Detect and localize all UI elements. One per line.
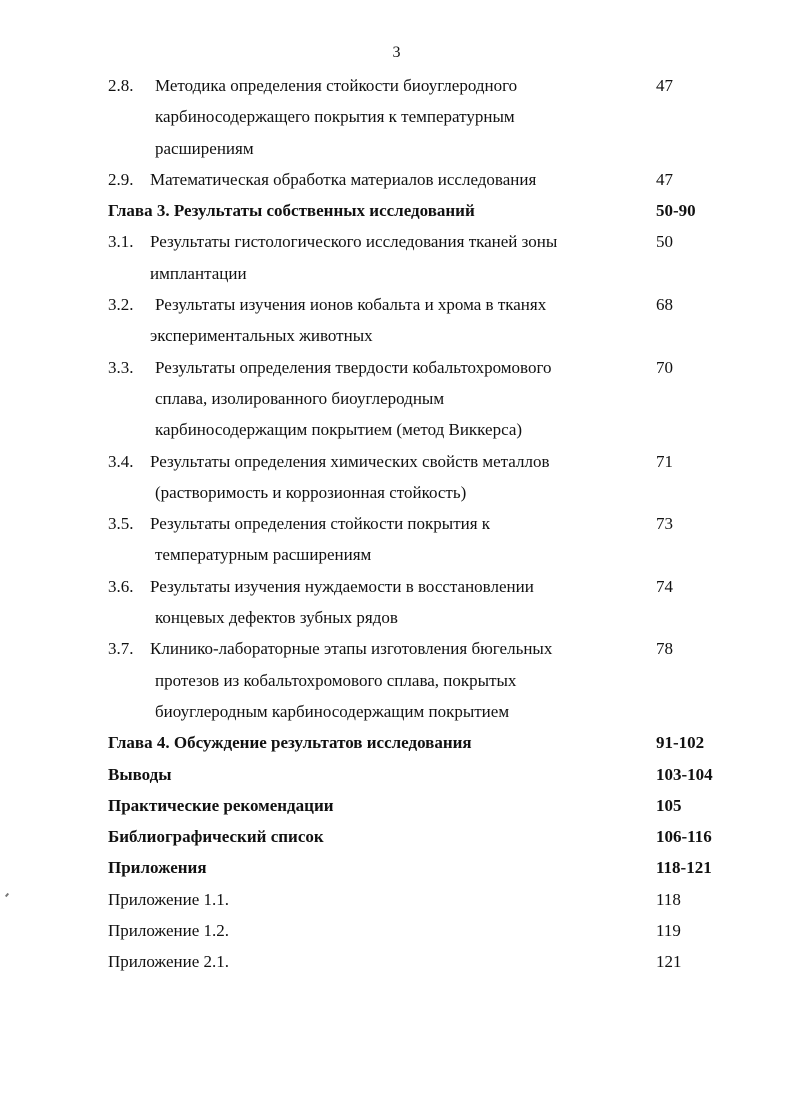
entry-line: Результаты изучения ионов кобальта и хрома в тканях: [155, 295, 547, 315]
entry-page: 47: [656, 169, 673, 189]
section-title: Выводы: [108, 764, 172, 784]
section-title: Библиографический список: [108, 827, 324, 847]
toc-appendices: [108, 852, 728, 883]
entry-line: имплантации: [150, 263, 247, 283]
chapter-title: Глава 4. Обсуждение результатов исследования: [108, 733, 472, 753]
entry-line: Методика определения стойкости биоуглеродного: [155, 76, 518, 95]
entry-line: сплава, изолированного биоуглеродным: [155, 388, 445, 408]
toc-entry-3-1: [108, 226, 728, 289]
section-title: Приложения: [108, 858, 207, 878]
entry-page: 47: [656, 76, 673, 95]
entry-page: 78: [656, 639, 673, 659]
entry-page: 103-104: [656, 764, 713, 784]
entry-line: карбиносодержащим покрытием (метод Виккерса): [155, 420, 523, 440]
toc-entry-3-2: [108, 289, 728, 352]
entry-line: Результаты определения стойкости покрытия к: [150, 514, 491, 534]
entry-number: 3.7.: [108, 639, 134, 659]
appendix-title: Приложение 1.1.: [108, 889, 229, 909]
toc-appendix-2-1: [108, 946, 728, 977]
entry-page: 74: [656, 576, 673, 596]
toc-entry-3-7: [108, 633, 728, 727]
entry-line: температурным расширениям: [155, 545, 372, 565]
entry-number: 3.5.: [108, 514, 134, 534]
entry-number: 2.9.: [108, 169, 134, 189]
entry-page: 50: [656, 232, 673, 252]
chapter-title: Глава 3. Результаты собственных исследований: [108, 201, 475, 221]
entry-page: 71: [656, 451, 673, 471]
entry-number: 3.4.: [108, 451, 134, 471]
entry-line: Результаты определения твердости кобальтохромового: [155, 357, 552, 377]
entry-line: расширениям: [155, 138, 254, 158]
entry-line: Результаты изучения нуждаемости в восстановлении: [150, 576, 534, 596]
toc-entry-3-3: [108, 352, 728, 446]
entry-line: Результаты определения химических свойств металлов: [150, 451, 550, 471]
entry-page: 121: [656, 952, 682, 972]
entry-page: 105: [656, 795, 682, 815]
toc-appendix-1-1: [108, 884, 728, 915]
entry-line: (растворимость и коррозионная стойкость): [155, 482, 467, 502]
entry-number: 3.3.: [108, 357, 134, 377]
toc-entry-3-4: [108, 446, 728, 509]
toc-chapter-3: [108, 195, 728, 226]
toc-entry-2-9: [108, 164, 728, 195]
entry-number: 2.8.: [108, 76, 134, 95]
toc-chapter-4: [108, 727, 728, 758]
section-title: Практические рекомендации: [108, 795, 334, 815]
entry-page: 118: [656, 889, 681, 909]
table-of-contents: [108, 70, 728, 978]
page-number: 3: [392, 44, 401, 61]
toc-entry-3-5: [108, 508, 728, 571]
entry-page: 91-102: [656, 733, 705, 753]
scan-artifact: [5, 893, 9, 897]
toc-entry-2-8: [108, 70, 728, 164]
entry-line: биоуглеродным карбиносодержащим покрытием: [155, 701, 510, 721]
appendix-title: Приложение 2.1.: [108, 952, 229, 972]
entry-line: протезов из кобальтохромового сплава, покрытых: [155, 670, 517, 690]
entry-number: 3.2.: [108, 295, 134, 315]
entry-line: экспериментальных животных: [150, 326, 373, 346]
toc-appendix-1-2: [108, 915, 728, 946]
entry-page: 119: [656, 921, 681, 941]
entry-line: Результаты гистологического исследования тканей зоны: [150, 232, 558, 252]
entry-page: 70: [656, 357, 673, 377]
entry-page: 73: [656, 514, 673, 534]
entry-line: Математическая обработка материалов исследования: [150, 169, 537, 189]
entry-number: 3.1.: [108, 232, 134, 252]
toc-bibliography: [108, 821, 728, 852]
entry-page: 106-116: [656, 827, 712, 847]
entry-line: карбиносодержащего покрытия к температурным: [155, 107, 515, 127]
entry-page: 118-121: [656, 858, 712, 878]
toc-conclusions: [108, 759, 728, 790]
entry-page: 68: [656, 295, 673, 315]
toc-recommendations: [108, 790, 728, 821]
appendix-title: Приложение 1.2.: [108, 921, 229, 941]
entry-line: Клинико-лабораторные этапы изготовления бюгельных: [150, 639, 553, 659]
toc-entry-3-6: [108, 571, 728, 634]
entry-page: 50-90: [656, 201, 696, 221]
entry-line: концевых дефектов зубных рядов: [155, 608, 398, 628]
entry-number: 3.6.: [108, 576, 134, 596]
